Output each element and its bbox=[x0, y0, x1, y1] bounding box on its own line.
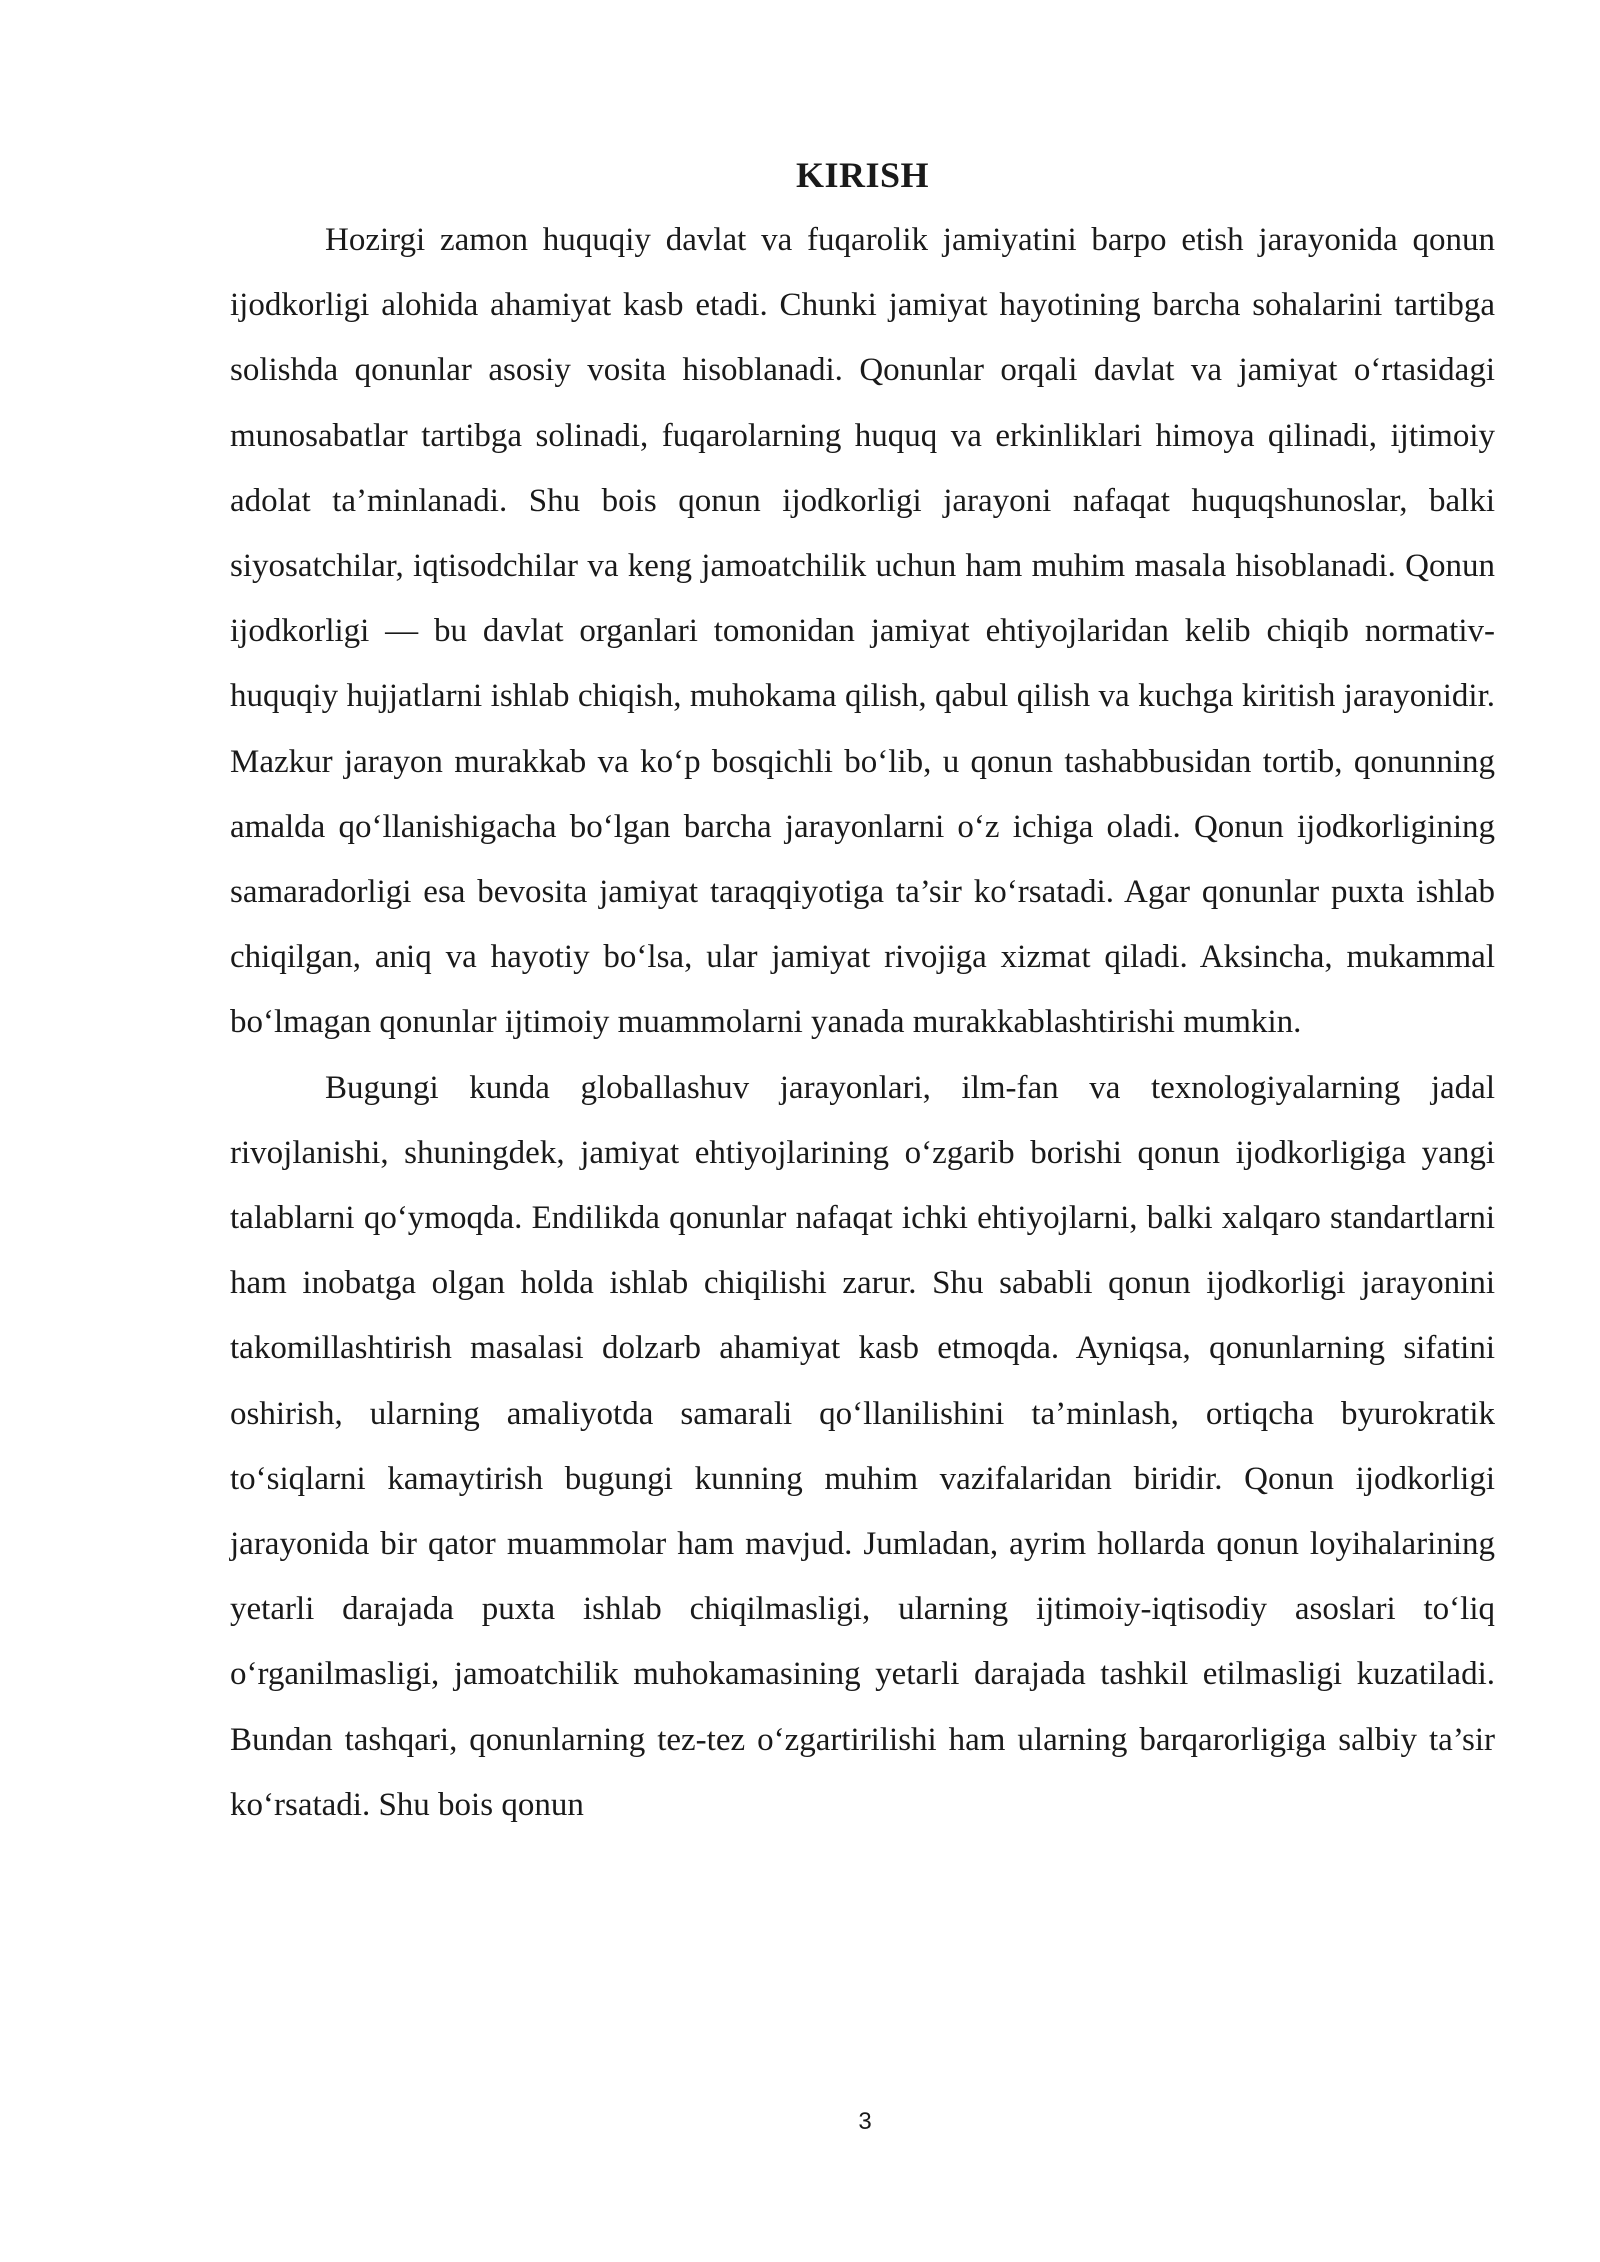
section-heading: KIRISH bbox=[795, 155, 930, 195]
page-number: 3 bbox=[858, 2108, 872, 2135]
page-content bbox=[230, 150, 1495, 1838]
paragraph-2: Bugungi kunda globallashuv jarayonlari, ilm-fan va texnologiyalarning jadal rivojlanishi, shuningdek, jamiyat ehtiyojlarining o‘zgarib borishi qonun ijodkorligiga yangi talablarni qo‘ymoqda. Endilikda qonunlar nafaqat ichki ehtiyojlarni, balki xalqaro standartlarni ham inobatga olgan holda ishlab chiqilishi zarur. Shu sababli qonun ijodkorligi jarayonini takomillashtirish masalasi dolzarb ahamiyat kasb etmoqda. Ayniqsa, qonunlarning sifatini oshirish, ularning amaliyotda samarali qo‘llanilishini ta’minlash, ortiqcha byurokratik to‘siqlarni kamaytirish bugungi kunning muhim vazifalaridan biridir. Qonun ijodkorligi jarayonida bir qator muammolar ham mavjud. Jumladan, ayrim hollarda qonun loyihalarining yetarli darajada puxta ishlab chiqilmasligi, ularning ijtimoiy-iqtisodiy asoslari to‘liq o‘rganilmasligi, jamoatchilik muhokamasining yetarli darajada tashkil etilmasligi kuzatiladi. Bundan tashqari, qonunlarning tez-tez o‘zgartirilishi ham ularning barqarorligiga salbiy ta’sir ko‘rsatadi. Shu bois qonun bbox=[230, 1069, 1495, 1823]
paragraph-1: Hozirgi zamon huquqiy davlat va fuqarolik jamiyatini barpo etish jarayonida qonun ijodkorligi alohida ahamiyat kasb etadi. Chunki jamiyat hayotining barcha sohalarini tartibga solishda qonunlar asosiy vosita hisoblanadi. Qonunlar orqali davlat va jamiyat o‘rtasidagi munosabatlar tartibga solinadi, fuqarolarning huquq va erkinliklari himoya qilinadi, ijtimoiy adolat ta’minlanadi. Shu bois qonun ijodkorligi jarayoni nafaqat huquqshunoslar, balki siyosatchilar, iqtisodchilar va keng jamoatchilik uchun ham muhim masala hisoblanadi. Qonun ijodkorligi — bu davlat organlari tomonidan jamiyat ehtiyojlaridan kelib chiqib normativ-huquqiy hujjatlarni ishlab chiqish, muhokama qilish, qabul qilish va kuchga kiritish jarayonidir. Mazkur jarayon murakkab va ko‘p bosqichli bo‘lib, u qonun tashabbusidan tortib, qonunning amalda qo‘llanishigacha bo‘lgan barcha jarayonlarni o‘z ichiga oladi. Qonun ijodkorligining samaradorligi esa bevosita jamiyat taraqqiyotiga ta’sir ko‘rsatadi. Agar qonunlar puxta ishlab chiqilgan, aniq va hayotiy bo‘lsa, ular jamiyat rivojiga xizmat qiladi. Aksincha, mukammal bo‘lmagan qonunlar ijtimoiy muammolarni yanada murakkablashtirishi mumkin. bbox=[230, 222, 1495, 1041]
